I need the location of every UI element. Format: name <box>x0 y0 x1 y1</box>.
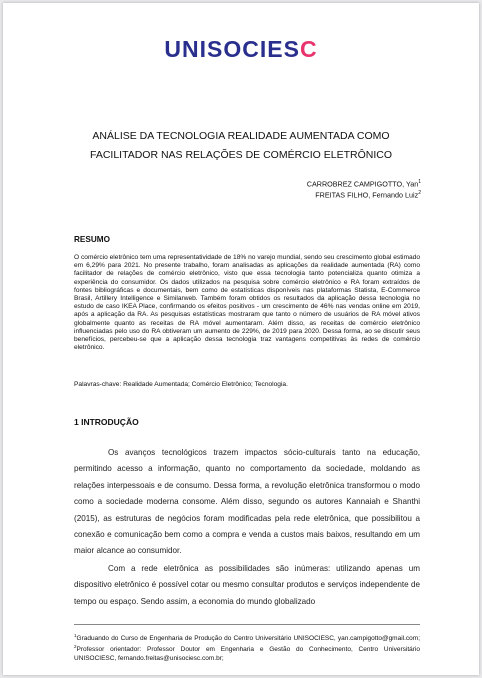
paper-title-line-1: ANÁLISE DA TECNOLOGIA REALIDADE AUMENTADA COMO <box>92 130 390 142</box>
footnote-mark-1: 1 <box>74 633 77 638</box>
author-1-name: CARROBREZ CAMPIGOTTO, Yan <box>306 179 419 189</box>
footnote-text-2: Professor orientador: Professor Doutor em Engenharia e Gestão do Conhecimento, Centro Universitário UNISOCIESC, fernando.freitas@unisociesc.com.br; <box>74 646 420 662</box>
intro-paragraph-2: Com a rede eletrônica as possibilidades são inúmeras: utilizando apenas um dispositivo eletrônico é possível cotar ou mesmo consultar produtos e serviços independente de tempo ou espaço. Sendo assim, a economia do mundo globalizado <box>74 564 420 606</box>
document-page <box>3 3 479 675</box>
paper-title <box>43 127 439 165</box>
author-1 <box>307 178 421 189</box>
paper-title-line-2: FACILITADOR NAS RELAÇÕES DE COMÉRCIO ELETRÔNICO <box>89 149 393 161</box>
abstract-heading: RESUMO <box>74 235 110 244</box>
logo-accent-letter: C <box>299 36 318 62</box>
author-2 <box>307 189 421 200</box>
footnote <box>74 632 420 663</box>
author-2-name: FREITAS FILHO, Fernando Luiz <box>315 190 419 200</box>
unisociesc-logo <box>3 36 479 63</box>
author-list <box>307 178 421 200</box>
keywords: Palavras-chave: Realidade Aumentada; Comércio Eletrônico; Tecnologia. <box>74 381 288 388</box>
logo-main-text: UNISOCIES <box>164 36 300 62</box>
footnote-text-1: Graduando do Curso de Engenharia de Produção do Centro Universitário UNISOCIESC, yan.campigotto@gmail.com; <box>76 635 420 643</box>
abstract-text: O comércio eletrônico tem uma representatividade de 18% no varejo mundial, sendo seu crescimento global estimado em 6,29% para 2021. No presente trabalho, foram analisadas as aplicações da realidade aumentada (RA) como facilitador de relações de comércio eletrônico, visto que essa tecnologia tanto potencializa quanto otimiza a experiência do consumidor. Os dados utilizados na pesquisa sobre comércio eletrônico e RA foram extraídos de fontes bibliográficas e documentais, bem como de estatísticas disponíveis nas plataformas Statista, E-Commerce Brasil, Artillery Intelligence e Similarweb. Também foram obtidos os resultados da aplicação dessa tecnologia no estudo de caso IKEA Place, confirmando os efeitos positivos - um crescimento de 46% nas vendas online em 2019, após a aplicação da RA. As pesquisas estatísticas mostraram que tanto o número de usuários de RA móvel ativos globalmente quanto as receitas de RA móvel aumentaram. Além disso, as receitas de comércio eletrônico influenciadas pelo uso do RA obtiveram um aumento de 229%, de 2019 para 2020. Dessa forma, ao se discutir seus benefícios, percebeu-se que a aplicação dessa tecnologia traz vantagens competitivas às redes de comércio eletrônico. <box>74 254 420 352</box>
intro-paragraph-1: Os avanços tecnológicos trazem impactos sócio-culturais tanto na educação, permitindo acesso a informação, quanto no comportamento da sociedade, moldando as relações interpessoais e de consumo. Dessa forma, a revolução eletrônica transformou o modo como a sociedade moderna consome. Além disso, segundo os autores Kannaiah e Shanthi (2015), as estruturas de negócios foram modificadas pela rede eletrônica, que possibilitou a conexão e comunicação bem como a compra e venda a custos mais baixos, resultando em um maior alcance ao consumidor. <box>74 448 420 556</box>
author-1-footnote-mark: 1 <box>418 179 421 185</box>
author-2-footnote-mark: 2 <box>418 189 421 196</box>
footnote-divider <box>74 624 420 625</box>
intro-heading: 1 INTRODUÇÃO <box>74 417 139 427</box>
footnote-mark-2: 2 <box>74 644 77 650</box>
